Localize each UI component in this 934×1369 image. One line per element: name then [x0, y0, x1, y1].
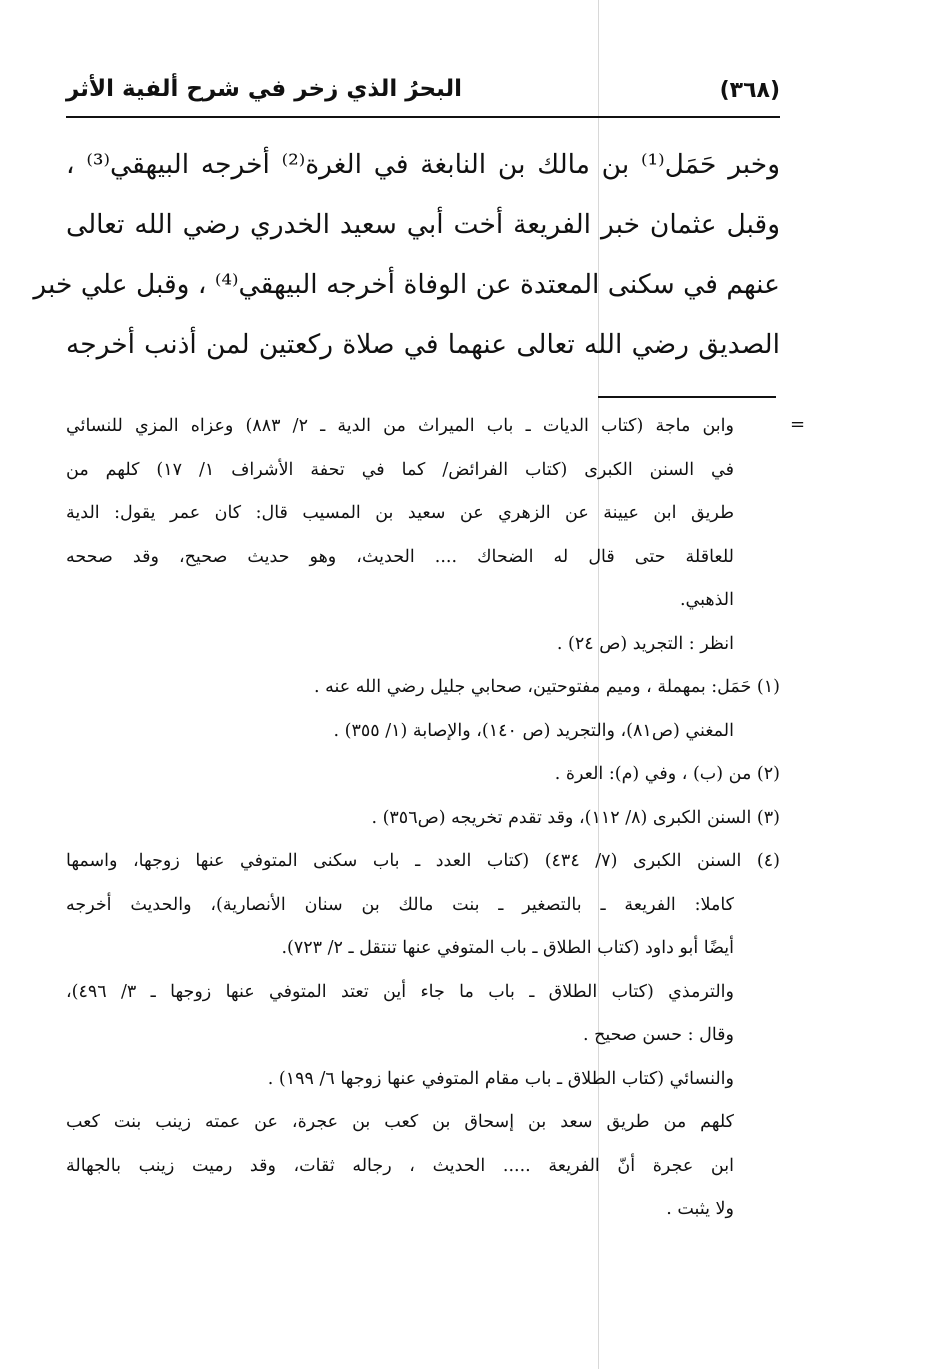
footnotes	[66, 405, 780, 1232]
footnote-line: انظر : التجريد (ص ٢٤) .	[556, 633, 734, 654]
footnote-line: كلهم من طريق سعد بن إسحاق بن كعب بن عجرة، عن عمته زينب بنت كعب	[66, 1112, 734, 1132]
header-rule	[66, 116, 780, 118]
footnote-1: (١) حَمَل: بمهملة ، وميم مفتوحتين، صحابي جليل رضي الله عنه .	[313, 677, 780, 697]
footnote-line: للعاقلة حتى قال له الضحاك .... الحديث، وهو حديث صحيح، وقد صححه	[66, 546, 734, 567]
footnote-line: والترمذي (كتاب الطلاق ـ باب ما جاء أين تعتد المتوفي عنها زوجها ـ ٣/ ٤٩٦)،	[66, 981, 734, 1002]
footnote-line: في السنن الكبرى (كتاب الفرائض/ كما في تحفة الأشراف ١/ ١٧) كلهم من	[66, 459, 734, 480]
footnote-line: وابن ماجة (كتاب الديات ـ باب الميراث من الدية ـ ٢/ ٨٨٣) وعزاه المزي للنسائي	[66, 416, 734, 436]
footnote-line: المغني (ص٨١)، والتجريد (ص ١٤٠)، والإصابة (١/ ٣٥٥) .	[333, 720, 734, 741]
main-text-line: وخبر حَمَل⁽¹⁾ بن مالك بن النابغة في الغرة⁽²⁾ أخرجه البيهقي⁽³⁾ ،	[66, 149, 780, 180]
main-text-line: الصديق رضي الله تعالى عنهما في صلاة ركعتين لمن أذنب أخرجه	[66, 329, 780, 360]
running-title: البحرُ الذي زخر في شرح ألفية الأثر	[66, 76, 463, 102]
main-text-line: عنهم في سكنى المعتدة عن الوفاة أخرجه البيهقي⁽⁴⁾ ، وقبل علي خبر	[33, 269, 780, 300]
page-number: (٣٦٨)	[719, 78, 780, 103]
footnote-line: ابن عجرة أنّ الفريعة ..... الحديث ، رجاله ثقات، وقد رميت زينب بالجهالة	[66, 1155, 734, 1176]
footnote-line: الذهبي.	[679, 590, 734, 610]
footnote-4: (٤) السنن الكبرى (٧/ ٤٣٤) (كتاب العدد ـ باب سكنى المتوفي عنها زوجها، واسمها	[66, 851, 780, 871]
footnote-2: (٢) من (ب) ، وفي (م): العرة .	[554, 764, 780, 784]
footnote-3: (٣) السنن الكبرى (٨/ ١١٢)، وقد تقدم تخريجه (ص٣٥٦) .	[371, 807, 780, 828]
footnote-line: طريق ابن عيينة عن الزهري عن سعيد بن المسيب قال: كان عمر يقول: الدية	[66, 503, 734, 523]
footnote-line: كاملا: الفريعة ـ بالتصغير ـ بنت مالك بن سنان الأنصارية)، والحديث أخرجه	[66, 894, 734, 915]
footnote-line: أيضًا أبو داود (كتاب الطلاق ـ باب المتوفي عنها تنتقل ـ ٢/ ٧٢٣).	[281, 938, 734, 958]
main-text-line: وقبل عثمان خبر الفريعة أخت أبي سعيد الخدري رضي الله تعالى	[66, 209, 780, 240]
main-text	[33, 135, 780, 375]
footnote-line: ولا يثبت .	[666, 1199, 734, 1219]
footnote-line: والنسائي (كتاب الطلاق ـ باب مقام المتوفي عنها زوجها ٦/ ١٩٩) .	[267, 1068, 734, 1089]
footnote-separator	[598, 396, 776, 398]
continuation-mark: =	[790, 414, 806, 435]
page-header	[66, 72, 780, 116]
footnote-line: وقال : حسن صحيح .	[582, 1025, 734, 1045]
